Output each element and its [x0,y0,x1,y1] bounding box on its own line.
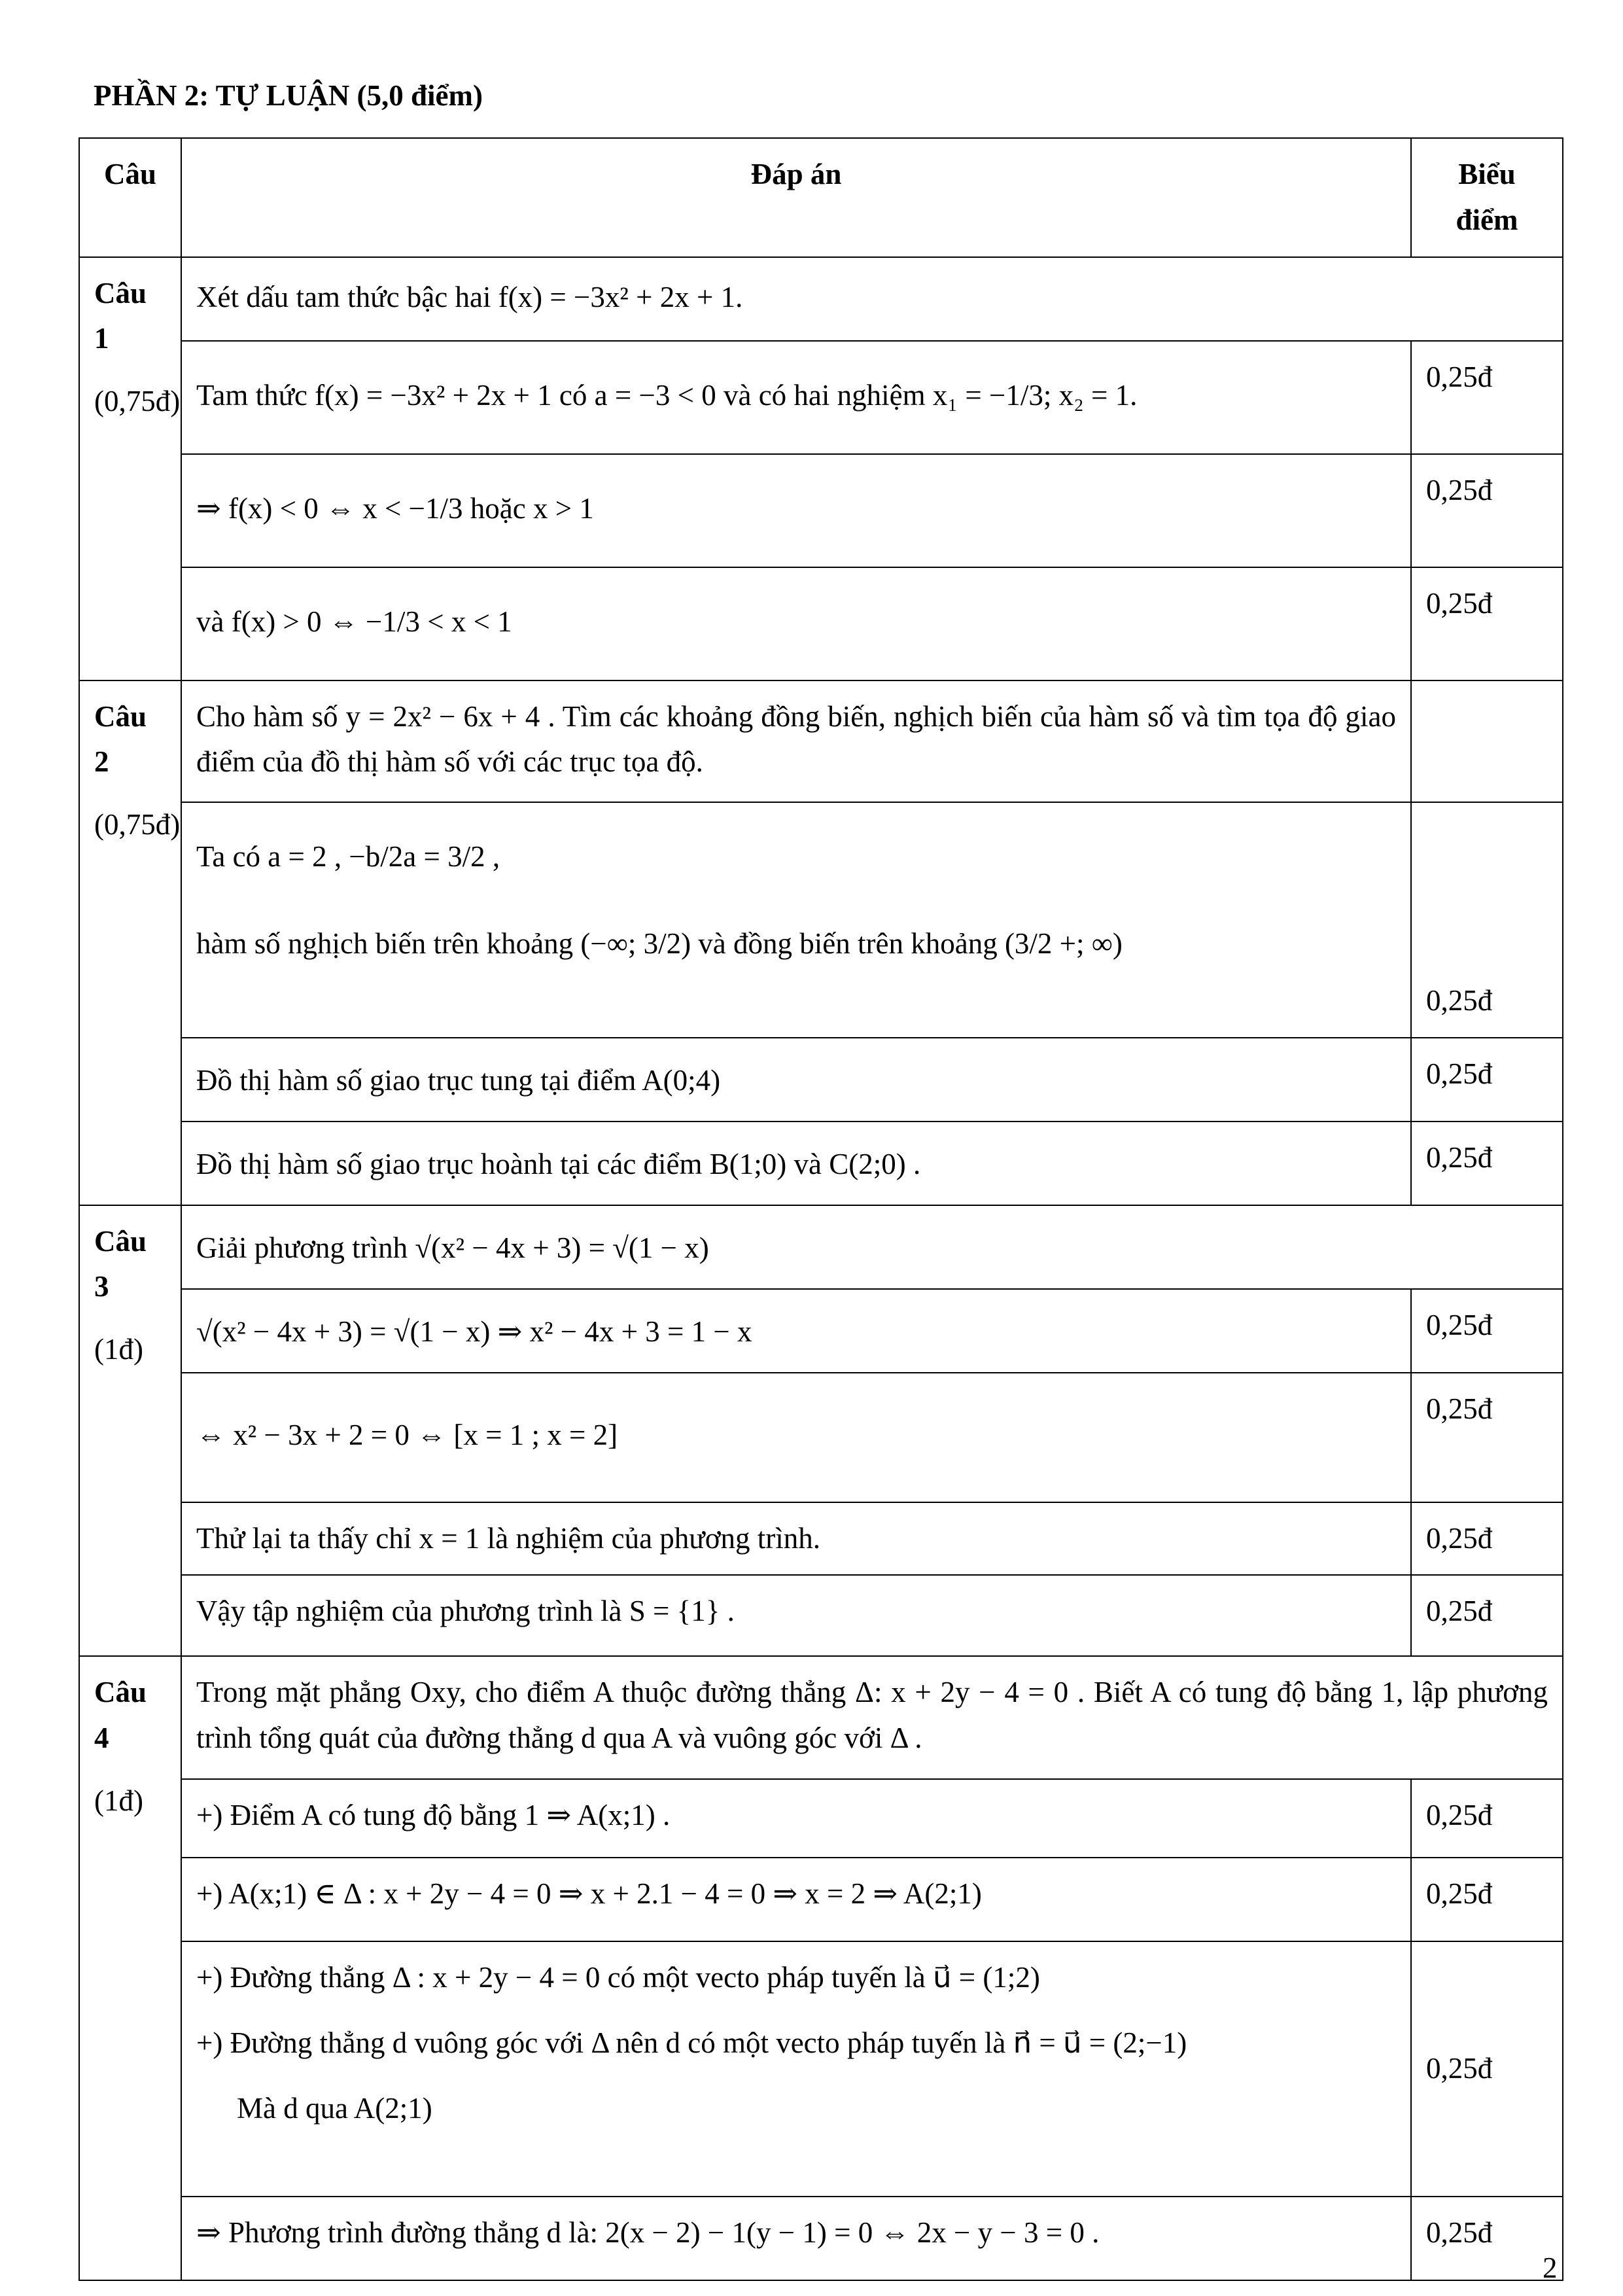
q4-step-2-score: 0,25đ [1411,1858,1563,1941]
q3-step-3-score: 0,25đ [1411,1502,1563,1576]
section-heading: PHẦN 2: TỰ LUẬN (5,0 điểm) [94,79,483,112]
q1-step-2-score: 0,25đ [1411,454,1563,567]
q3-step-4-row [79,1575,1563,1656]
q1-step-1: Tam thức f(x) = −3x² + 2x + 1 có a = −3 < 0 và có hai nghiệm x₁ = −1/3; x₂ = 1. [196,378,1138,412]
q4-step-3-row [79,1941,1563,2197]
q3-step-1-row [79,1289,1563,1373]
q1-step-1-score: 0,25đ [1411,341,1563,454]
q2-prompt-score [1411,680,1563,802]
q2-step-1-line-2: hàm số nghịch biến trên khoảng (−∞; 3/2) và đồng biến trên khoảng (3/2 +; ∞) [196,927,1123,961]
q1-step-3: và f(x) > 0 ⇔ −1/3 < x < 1 [196,605,512,638]
q2-step-3-row [79,1122,1563,1205]
q1-step-3-row [79,567,1563,680]
q4-step-3-score: 0,25đ [1411,1941,1563,2197]
header-answer: Đáp án [181,138,1411,257]
header-question: Câu [79,138,181,257]
q2-label-cell [79,680,181,1205]
q2-points: (0,75đ) [94,808,181,841]
q2-step-2: Đồ thị hàm số giao trục tung tại điểm A(0;4) [196,1063,721,1097]
q4-step-4-score: 0,25đ [1411,2197,1563,2280]
q3-step-4: Vậy tập nghiệm của phương trình là S = {1} . [196,1595,735,1628]
header-score: Biểu điểm [1411,138,1563,257]
q4-prompt: Trong mặt phẳng Oxy, cho điểm A thuộc đường thẳng Δ: x + 2y − 4 = 0 . Biết A có tung độ bằng 1, lập phương trình tổng quát của đường thẳng d qua A và vuông góc với Δ . [196,1676,1548,1754]
q4-step-2: +) A(x;1) ∈ Δ : x + 2y − 4 = 0 ⇒ x + 2.1 − 4 = 0 ⇒ x = 2 ⇒ A(2;1) [196,1877,982,1911]
q1-step-2-row [79,454,1563,567]
q4-step-4: ⇒ Phương trình đường thẳng d là: 2(x − 2) − 1(y − 1) = 0 ⇔ 2x − y − 3 = 0 . [196,2216,1100,2250]
q4-step-3-line-2: +) Đường thẳng d vuông góc với Δ nên d có một vecto pháp tuyến là n⃗ = u⃗ = (2;−1) [196,2026,1187,2059]
q2-step-2-row [79,1038,1563,1122]
q4-prompt-row [79,1656,1563,1779]
q3-step-2-score: 0,25đ [1411,1373,1563,1502]
q4-points: (1đ) [94,1784,143,1817]
q3-step-3: Thử lại ta thấy chỉ x = 1 là nghiệm của phương trình. [196,1521,820,1555]
answer-table [79,137,1563,2281]
q2-step-2-score: 0,25đ [1411,1038,1563,1122]
q4-step-1-score: 0,25đ [1411,1779,1563,1858]
q4-step-1: +) Điểm A có tung độ bằng 1 ⇒ A(x;1) . [196,1799,671,1832]
q4-step-3-line-3: Mà d qua A(2;1) [237,2091,432,2125]
q3-step-1-score: 0,25đ [1411,1289,1563,1373]
q3-step-1: √(x² − 4x + 3) = √(1 − x) ⇒ x² − 4x + 3 = 1 − x [196,1315,752,1348]
q3-step-4-score: 0,25đ [1411,1575,1563,1656]
q4-step-1-row [79,1779,1563,1858]
q1-step-2: ⇒ f(x) < 0 ⇔ x < −1/3 hoặc x > 1 [196,491,594,525]
q3-prompt-row [79,1205,1563,1289]
q3-step-2-row [79,1373,1563,1502]
q2-step-3: Đồ thị hàm số giao trục hoành tại các điểm B(1;0) và C(2;0) . [196,1147,921,1180]
q3-points: (1đ) [94,1333,143,1366]
q3-prompt: Giải phương trình √(x² − 4x + 3) = √(1 − x) [196,1231,709,1264]
q1-prompt: Xét dấu tam thức bậc hai f(x) = −3x² + 2x + 1. [196,280,743,313]
q1-points: (0,75đ) [94,385,181,417]
q1-label: Câu 1 [94,276,147,355]
q1-label-cell [79,257,181,680]
q4-label-cell [79,1656,181,2280]
q3-step-2: ⇔ x² − 3x + 2 = 0 ⇔ [x = 1 ; x = 2] [196,1418,618,1451]
page-number: 2 [1543,2252,1558,2284]
q2-step-1-score: 0,25đ [1411,802,1563,1038]
q2-step-3-score: 0,25đ [1411,1122,1563,1205]
q4-step-3-line-1: +) Đường thẳng Δ : x + 2y − 4 = 0 có một vecto pháp tuyến là u⃗ = (1;2) [196,1961,1040,1994]
q2-step-1-row [79,802,1563,1038]
q4-step-4-row [79,2197,1563,2280]
q2-step-1-line-1: Ta có a = 2 , −b/2a = 3/2 , [196,839,500,873]
table-header-row [79,138,1563,257]
q3-label: Câu 3 [94,1224,147,1303]
q4-label: Câu 4 [94,1676,147,1754]
q1-prompt-row [79,257,1563,341]
q2-label: Câu 2 [94,699,147,779]
q1-step-3-score: 0,25đ [1411,567,1563,680]
q3-label-cell [79,1205,181,1657]
q2-prompt: Cho hàm số y = 2x² − 6x + 4 . Tìm các khoảng đồng biến, nghịch biến của hàm số và tìm tọa độ giao điểm của đồ thị hàm số với các trục tọa độ. [196,699,1396,779]
q4-step-2-row [79,1858,1563,1941]
q1-step-1-row [79,341,1563,454]
q3-step-3-row [79,1502,1563,1576]
q2-prompt-row [79,680,1563,802]
